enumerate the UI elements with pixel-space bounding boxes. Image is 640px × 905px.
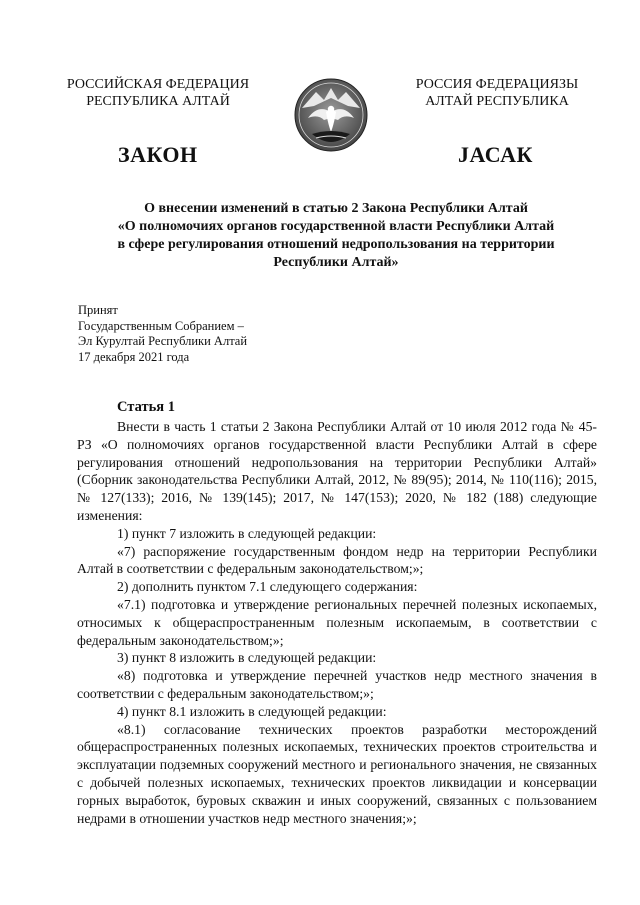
article-body xyxy=(77,418,597,827)
law-title-altai: ЈАСАК xyxy=(458,142,533,167)
article-paragraph: 2) дополнить пунктом 7.1 следующего содержания: xyxy=(117,579,418,595)
adoption-info xyxy=(78,303,247,365)
header-right-line1: РОССИЯ ФЕДЕРАЦИЯЗЫ xyxy=(415,77,579,92)
law-title-russian: ЗАКОН xyxy=(118,142,198,167)
subject-line: в сфере регулирования отношений недропользования на территории xyxy=(117,237,555,252)
article-title: Статья 1 xyxy=(117,399,175,415)
coat-of-arms-icon xyxy=(288,78,374,152)
article-paragraph: «7.1) подготовка и утверждение региональных перечней полезных ископаемых, относимых к общераспространенным полезным ископаемым, в соответствии с федеральным законодательством;»; xyxy=(77,596,597,648)
adoption-line: Принят xyxy=(78,303,118,317)
subject-line: О внесении изменений в статью 2 Закона Республики Алтай xyxy=(144,201,528,216)
article-paragraph: «7) распоряжение государственным фондом недр на территории Республики Алтай в соответствии с федеральным законодательством;»; xyxy=(77,543,597,577)
adoption-line: Эл Курултай Республики Алтай xyxy=(78,334,248,349)
header-left-line2: РЕСПУБЛИКА АЛТАЙ xyxy=(86,94,230,109)
article-paragraph: 3) пункт 8 изложить в следующей редакции: xyxy=(117,650,377,666)
law-subject xyxy=(72,200,600,272)
header-right xyxy=(402,76,592,110)
article-paragraph: Внести в часть 1 статьи 2 Закона Республики Алтай от 10 июля 2012 года № 45-РЗ «О полномочиях органов государственной власти Республики Алтай в сфере регулирования отношений недропользования на территории Республики Алтай» (Сборник законодательства Республики Алтай, 2012, № 89(95); 2014, № 110(116); 2015, № 127(133); 2016, № 139(145); 2017, № 147(153); 2020, № 182 (188) следующие изменения: xyxy=(77,419,597,523)
adoption-date: 17 декабря 2021 года xyxy=(78,349,190,364)
article-paragraph: 4) пункт 8.1 изложить в следующей редакции: xyxy=(117,703,387,719)
article-paragraph: «8.1) согласование технических проектов разработки месторождений общераспространенных полезных ископаемых, технических проектов строительства и эксплуатации подземных сооружений местного и регионального значения, не связанных с добычей полезных ископаемых, технических проектов ликвидации и консервации горных выработок, буровых скважин и иных сооружений, связанных с пользованием недрами в отношении участков недр местного значения;»; xyxy=(77,721,597,826)
article-paragraph: 1) пункт 7 изложить в следующей редакции: xyxy=(117,525,377,541)
subject-line: «О полномочиях органов государственной власти Республики Алтай xyxy=(117,219,555,234)
adoption-line: Государственным Собранием – xyxy=(78,318,244,333)
header-right-line2: АЛТАЙ РЕСПУБЛИКА xyxy=(425,94,569,109)
header-left xyxy=(60,76,256,110)
article-paragraph: «8) подготовка и утверждение перечней участков недр местного значения в соответствии с федеральным законодательством;»; xyxy=(77,668,597,701)
header-left-line1: РОССИЙСКАЯ ФЕДЕРАЦИЯ xyxy=(66,77,250,92)
subject-line: Республики Алтай» xyxy=(273,255,399,270)
